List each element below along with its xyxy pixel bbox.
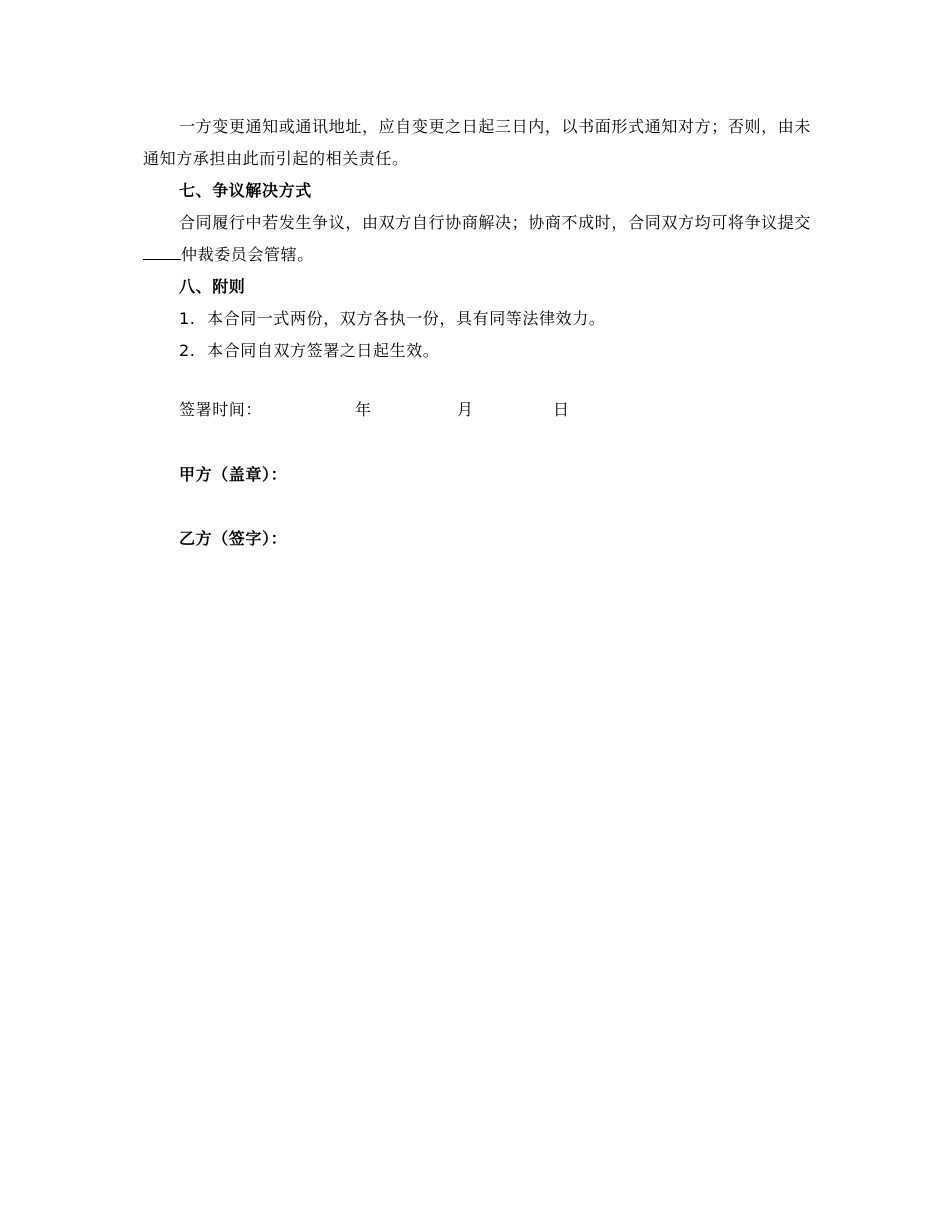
document-body xyxy=(143,111,811,367)
day-label: 日 xyxy=(553,400,570,419)
year-label: 年 xyxy=(355,400,372,419)
paragraph-address-change: 一方变更通知或通讯地址，应自变更之日起三日内，以书面形式通知对方；否则，由未通知方承担由此而引起的相关责任。 xyxy=(143,117,811,168)
list-number: 2. xyxy=(179,341,196,360)
list-item-copies xyxy=(143,303,811,335)
party-a-seal: 甲方（盖章）： xyxy=(179,465,288,484)
heading-supplementary: 八、附则 xyxy=(179,277,246,296)
dispute-text-before: 合同履行中若发生争议，由双方自行协商解决；协商不成时，合同双方均可将争议提交 xyxy=(179,213,811,232)
signing-time-label: 签署时间： xyxy=(179,400,263,419)
list-number: 1. xyxy=(179,309,196,328)
list-item-text: 本合同一式两份，双方各执一份，具有同等法律效力。 xyxy=(207,309,606,328)
dispute-text-after: 仲裁委员会管辖。 xyxy=(181,245,314,264)
heading-dispute-resolution: 七、争议解决方式 xyxy=(179,181,312,200)
month-label: 月 xyxy=(457,400,474,419)
arbitration-blank-field xyxy=(143,245,181,260)
party-b-signature: 乙方（签字）： xyxy=(179,529,288,548)
list-item-text: 本合同自双方签署之日起生效。 xyxy=(207,341,440,360)
paragraph-dispute xyxy=(143,207,811,271)
list-item-effective xyxy=(143,335,811,367)
